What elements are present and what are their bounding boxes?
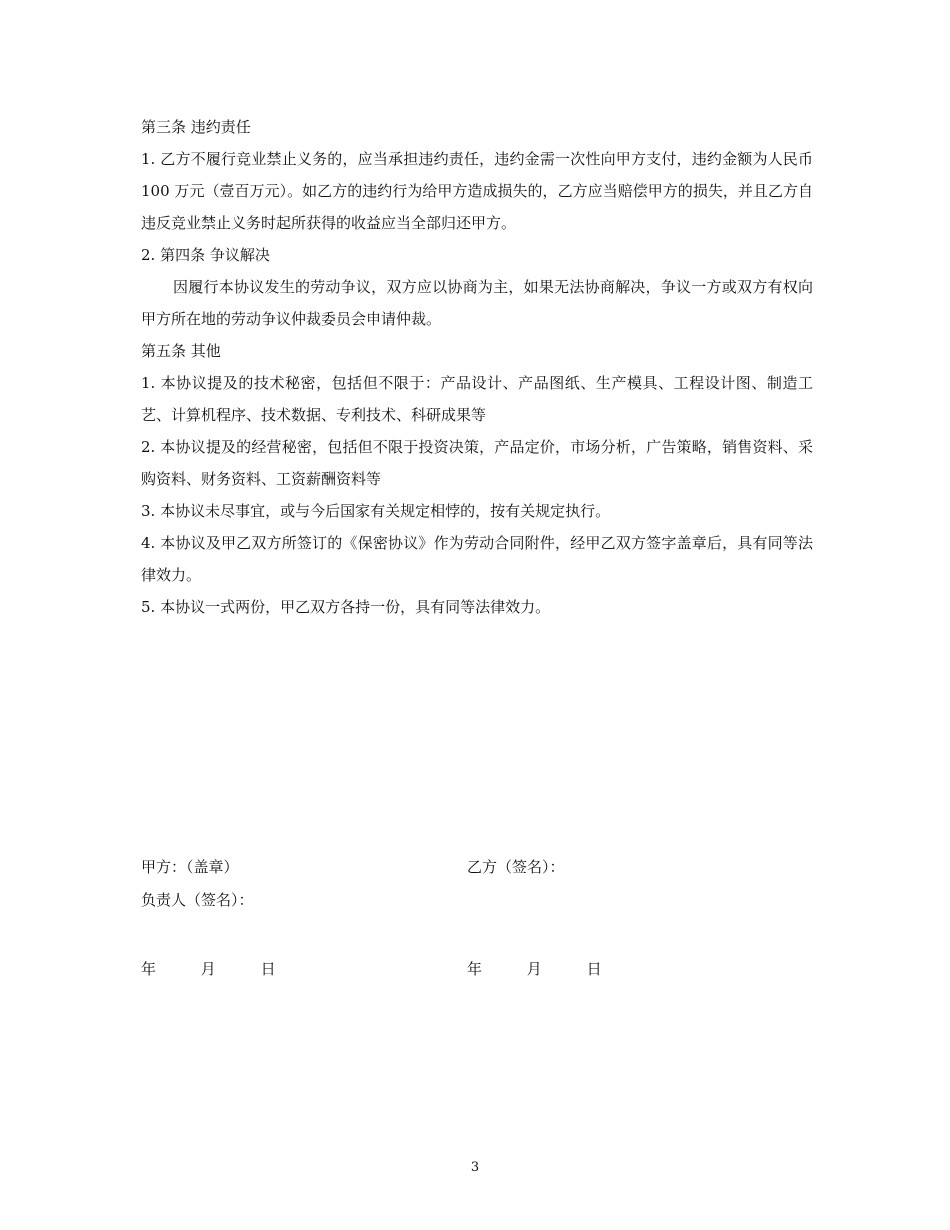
article-5-item-5: 5. 本协议一式两份，甲乙双方各持一份，具有同等法律效力。	[141, 598, 551, 616]
party-b-date-day: 日	[586, 960, 602, 978]
article-5-item-3: 3. 本协议未尽事宜，或与今后国家有关规定相悖的，按有关规定执行。	[141, 502, 611, 520]
party-a-date	[141, 954, 276, 984]
party-b-date	[467, 954, 602, 984]
article-5-item-4: 4. 本协议及甲乙双方所签订的《保密协议》作为劳动合同附件，经甲乙双方签字盖章后，具有同等法律效力。	[141, 534, 813, 584]
article-5-item-2: 2. 本协议提及的经营秘密，包括但不限于投资决策，产品定价，市场分析，广告策略，销售资料、采购资料、财务资料、工资薪酬资料等	[141, 438, 813, 488]
article-4-body: 因履行本协议发生的劳动争议，双方应以协商为主，如果无法协商解决，争议一方或双方有权向甲方所在地的劳动争议仲裁委员会申请仲裁。	[141, 278, 813, 328]
article-5-title: 第五条 其他	[141, 342, 221, 360]
party-a-date-year: 年	[141, 960, 157, 978]
party-b-date-year: 年	[467, 960, 483, 978]
party-a-date-day: 日	[260, 960, 276, 978]
party-a-seal-label: 甲方：（盖章）	[141, 858, 239, 876]
party-b-signature-label: 乙方（签名）：	[467, 858, 565, 876]
party-b-date-month: 月	[526, 960, 542, 978]
page-number: 3	[470, 1160, 480, 1175]
article-3-item-2: 2. 第四条 争议解决	[141, 246, 270, 264]
responsible-signature-label: 负责人（签名）：	[141, 891, 254, 909]
article-3-title: 第三条 违约责任	[141, 118, 251, 136]
article-5-item-1: 1. 本协议提及的技术秘密，包括但不限于：产品设计、产品图纸、生产模具、工程设计图、制造工艺、计算机程序、技术数据、专利技术、科研成果等	[141, 374, 813, 424]
document-body	[141, 111, 813, 623]
article-3-item-1: 1. 乙方不履行竞业禁止义务的，应当承担违约责任，违约金需一次性向甲方支付，违约金额为人民币 100 万元（壹百万元）。如乙方的违约行为给甲方造成损失的，乙方应当赔偿甲方的损失，并且乙方自违反竞业禁止义务时起所获得的收益应当全部归还甲方。	[141, 150, 813, 232]
party-a-date-month: 月	[200, 960, 216, 978]
